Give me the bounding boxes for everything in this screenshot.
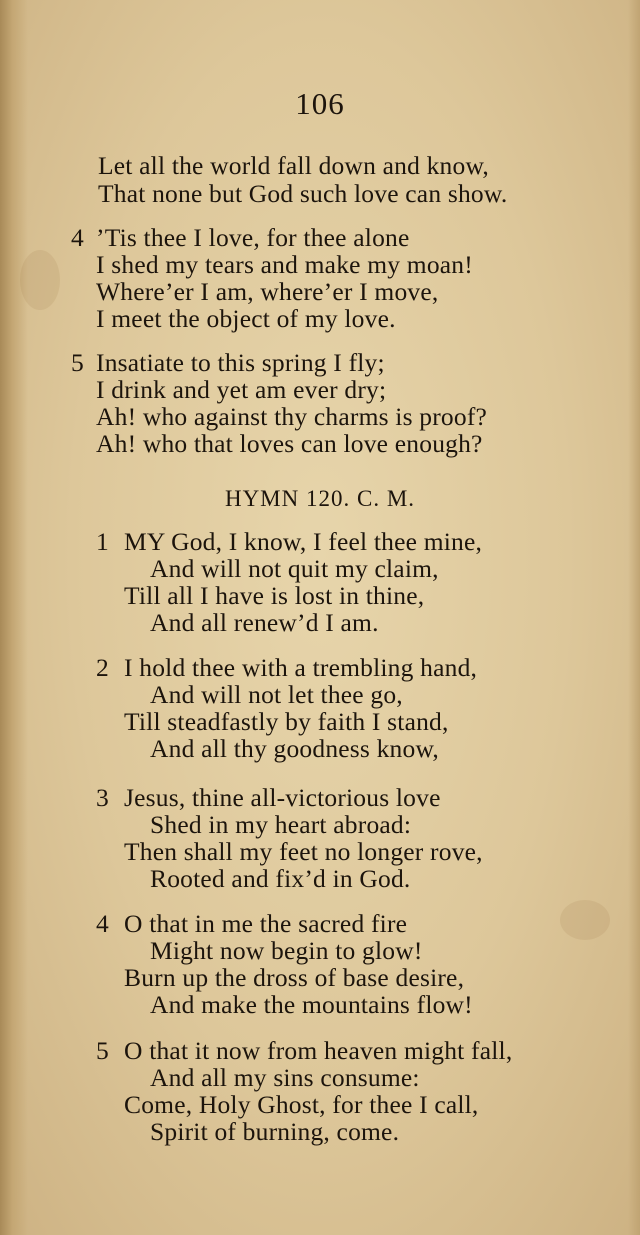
- paper-stain: [560, 900, 610, 940]
- verse-line: Till steadfastly by faith I stand,: [124, 707, 449, 736]
- verse-line: And make the mountains flow!: [150, 990, 473, 1019]
- verse-number: 2: [96, 653, 109, 682]
- verse-number: 4: [71, 223, 84, 252]
- verse-line: Might now begin to glow!: [150, 936, 423, 965]
- verse-line: And all thy goodness know,: [150, 734, 439, 763]
- verse-line: Ah! who against thy charms is proof?: [96, 402, 488, 431]
- verse-line: I shed my tears and make my moan!: [96, 250, 473, 279]
- verse-line: O that in me the sacred fire: [124, 909, 408, 938]
- verse-line: Come, Holy Ghost, for thee I call,: [124, 1090, 479, 1119]
- hymn-title: HYMN 120. C. M.: [224, 486, 416, 511]
- verse-line: Insatiate to this spring I fly;: [96, 348, 385, 377]
- verse-line: Where’er I am, where’er I move,: [96, 277, 439, 306]
- verse-line: Spirit of burning, come.: [150, 1117, 400, 1146]
- verse-line: I hold thee with a trembling hand,: [124, 653, 478, 682]
- verse-line: And will not quit my claim,: [150, 554, 439, 583]
- verse-line: Then shall my feet no longer rove,: [124, 837, 483, 866]
- verse-line: Shed in my heart abroad:: [150, 810, 412, 839]
- verse-number: 1: [96, 527, 109, 556]
- verse-line: Till all I have is lost in thine,: [124, 581, 425, 610]
- verse-line: O that it now from heaven might fall,: [124, 1036, 513, 1065]
- verse-line: Ah! who that loves can love enough?: [96, 429, 483, 458]
- page-left-edge: [0, 0, 28, 1235]
- verse-line: And all renew’d I am.: [150, 608, 379, 637]
- verse-number: 5: [71, 348, 84, 377]
- verse-number: 3: [96, 783, 109, 812]
- paper-stain: [20, 250, 60, 310]
- page-right-edge: [628, 0, 640, 1235]
- verse-line: ’Tis thee I love, for thee alone: [96, 223, 410, 252]
- verse-line: I drink and yet am ever dry;: [96, 375, 387, 404]
- verse-line: That none but God such love can show.: [98, 179, 508, 208]
- verse-line: Burn up the dross of base desire,: [124, 963, 465, 992]
- verse-number: 5: [96, 1036, 109, 1065]
- verse-number: 4: [96, 909, 109, 938]
- verse-line: Jesus, thine all-victorious love: [124, 783, 441, 812]
- verse-line: And all my sins consume:: [150, 1063, 420, 1092]
- verse-line: Let all the world fall down and know,: [98, 151, 489, 180]
- page-number: 106: [295, 86, 345, 121]
- verse-line: I meet the object of my love.: [96, 304, 396, 333]
- verse-line: MY God, I know, I feel thee mine,: [124, 527, 483, 556]
- verse-line: Rooted and fix’d in God.: [150, 864, 411, 893]
- verse-line: And will not let thee go,: [150, 680, 403, 709]
